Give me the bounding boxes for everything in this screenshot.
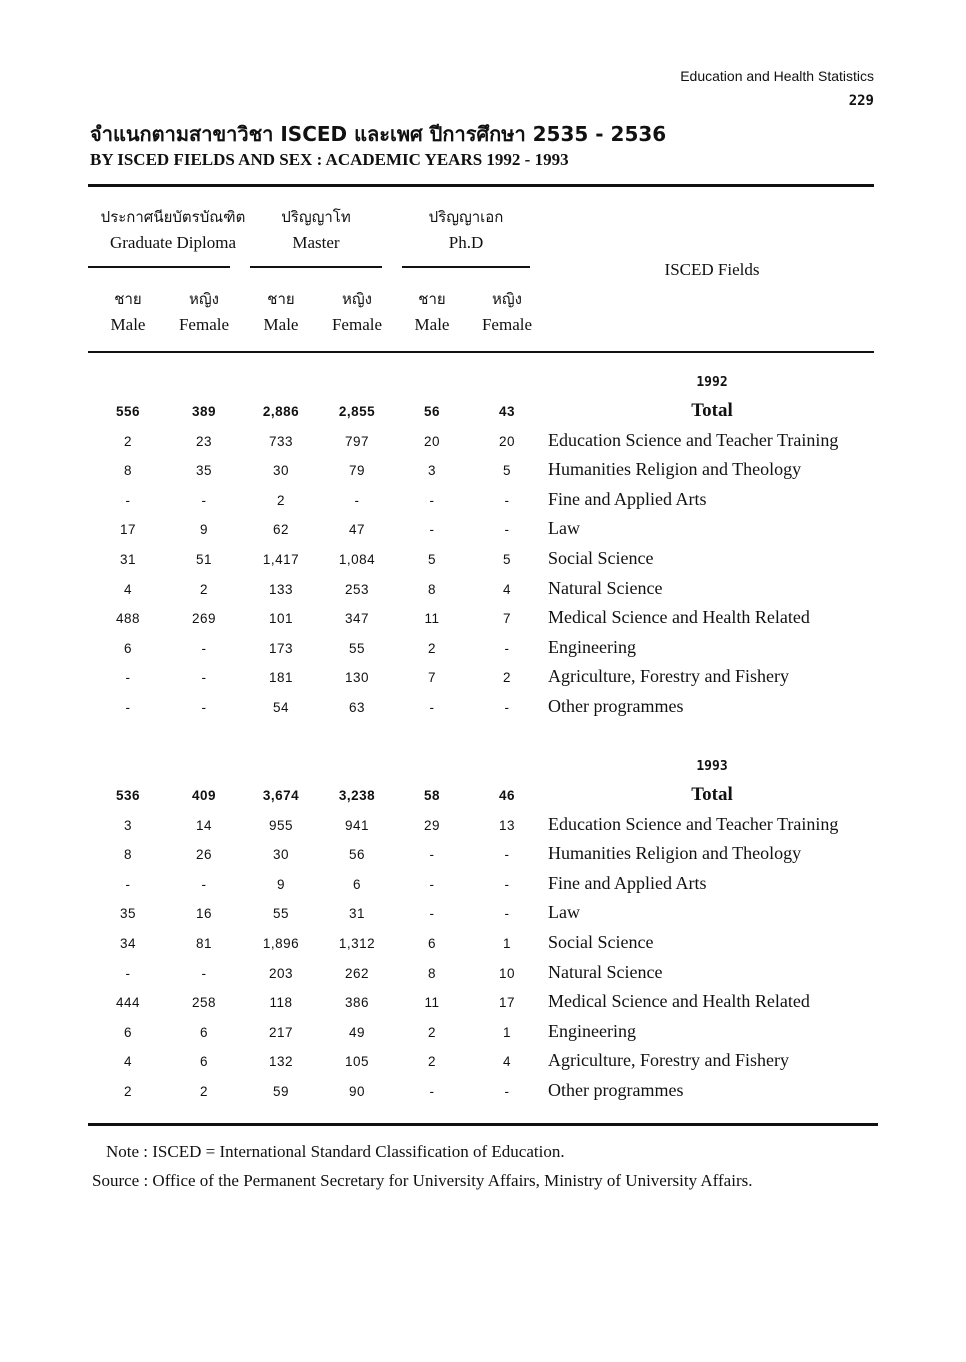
table-cell: 3	[427, 463, 436, 479]
publication-title: Education and Health Statistics	[680, 68, 874, 84]
table-cell: 6	[199, 1054, 208, 1070]
title-english: BY ISCED FIELDS AND SEX : ACADEMIC YEARS 1992 - 1993	[90, 150, 569, 169]
table-cell: -	[429, 522, 435, 538]
table-cell: 2	[427, 1024, 436, 1040]
header-phd	[402, 204, 530, 256]
table-cell: 733	[268, 433, 294, 449]
table-cell: 58	[423, 788, 441, 803]
table-cell: 347	[344, 611, 370, 627]
table-cell: 56	[423, 404, 441, 419]
table-cell: 3,674	[262, 788, 300, 803]
header-phd-english: Ph.D	[448, 233, 484, 252]
table-cell: 203	[268, 965, 294, 981]
table-cell: 389	[191, 404, 217, 419]
note-text: Note : ISCED = International Standard Classification of Education.	[106, 1142, 565, 1161]
subheader-male-english: Male	[110, 315, 146, 334]
table-row	[0, 516, 966, 546]
master-underline	[250, 266, 382, 268]
table-cell: 105	[344, 1054, 370, 1070]
table-cell: -	[125, 876, 131, 892]
field-label: Engineering	[548, 1020, 636, 1041]
table-row	[0, 812, 966, 842]
total-row	[0, 398, 966, 428]
header-phd-thai: ปริญญาเอก	[428, 208, 504, 226]
subheader-female-english: Female	[178, 315, 230, 334]
subheader-female-thai: หญิง	[189, 290, 219, 308]
table-cell: 1,312	[338, 936, 376, 951]
table-cell: 26	[195, 847, 213, 863]
table-cell: 9	[276, 876, 285, 892]
table-cell: -	[429, 492, 435, 508]
table-row	[0, 900, 966, 930]
table-row	[0, 989, 966, 1019]
table-cell: 269	[191, 611, 217, 627]
table-cell: -	[429, 847, 435, 863]
table-cell: -	[201, 876, 207, 892]
table-cell: 17	[119, 522, 137, 538]
subheader-female	[467, 286, 547, 338]
field-label: Fine and Applied Arts	[548, 488, 707, 509]
table-cell: 34	[119, 936, 137, 951]
table-cell: 51	[195, 552, 213, 567]
subheader-male	[88, 286, 168, 338]
table-cell: 55	[272, 906, 290, 922]
table-bottom-rule	[88, 1123, 878, 1126]
table-cell: 955	[268, 817, 294, 833]
table-row	[0, 871, 966, 901]
field-label: Medical Science and Health Related	[548, 991, 810, 1012]
table-cell: 2	[502, 670, 511, 686]
table-cell: 1	[502, 1024, 511, 1040]
table-cell: 1,896	[262, 936, 300, 951]
table-row	[0, 1019, 966, 1049]
table-cell: 8	[427, 581, 436, 597]
table-cell: 2	[276, 492, 285, 508]
table-cell: 1,084	[338, 552, 376, 567]
table-row	[0, 960, 966, 990]
table-cell: -	[201, 700, 207, 715]
table-cell: 5	[502, 552, 511, 567]
table-cell: 444	[115, 995, 141, 1011]
field-label: Other programmes	[548, 1080, 684, 1100]
table-cell: -	[504, 876, 510, 892]
table-cell: 54	[272, 700, 290, 715]
table-cell: 4	[502, 581, 511, 597]
header-graduate-diploma	[88, 204, 258, 256]
table-cell: 2	[427, 640, 436, 656]
header-bottom-rule	[88, 351, 874, 353]
table-cell: 4	[502, 1054, 511, 1070]
table-cell: -	[504, 847, 510, 863]
table-cell: 6	[199, 1024, 208, 1040]
table-cell: 181	[268, 670, 294, 686]
field-label: Social Science	[548, 932, 654, 952]
table-cell: -	[429, 876, 435, 892]
table-cell: 7	[427, 670, 436, 686]
page-number: 229	[848, 93, 874, 109]
field-label: Engineering	[548, 636, 636, 657]
table-cell: 262	[344, 965, 370, 981]
field-label: Agriculture, Forestry and Fishery	[548, 666, 789, 687]
header-master-english: Master	[292, 233, 340, 252]
table-row	[0, 576, 966, 606]
header-graduate-diploma-thai: ประกาศนียบัตรบัณฑิต	[100, 208, 246, 226]
table-row	[0, 664, 966, 694]
table-cell: 43	[498, 404, 516, 419]
table-row	[0, 841, 966, 871]
header-master-thai: ปริญญาโท	[281, 208, 351, 226]
table-row	[0, 930, 966, 960]
table-cell: 17	[498, 995, 516, 1011]
table-row	[0, 694, 966, 724]
table-cell: 35	[119, 906, 137, 922]
field-label: Law	[548, 518, 580, 539]
field-label: Natural Science	[548, 577, 663, 598]
table-row	[0, 428, 966, 458]
table-cell: 20	[423, 433, 441, 449]
subheader-male-thai: ชาย	[114, 290, 142, 308]
table-cell: 59	[272, 1084, 290, 1099]
subheader-female	[317, 286, 397, 338]
table-cell: 14	[195, 817, 213, 833]
total-row	[0, 782, 966, 812]
table-cell: -	[504, 906, 510, 922]
header-master	[250, 204, 382, 256]
table-cell: 118	[269, 995, 293, 1011]
table-cell: 35	[195, 463, 213, 479]
table-cell: -	[429, 700, 435, 715]
table-cell: 130	[344, 670, 370, 686]
subheader-male	[241, 286, 321, 338]
total-label: Total	[691, 784, 733, 805]
table-cell: 217	[268, 1024, 294, 1040]
table-cell: 30	[272, 847, 290, 863]
table-cell: -	[125, 700, 131, 715]
table-cell: 4	[123, 581, 132, 597]
table-row	[0, 605, 966, 635]
header-graduate-diploma-english: Graduate Diploma	[109, 233, 237, 252]
table-cell: 409	[191, 788, 217, 803]
subheader-female-english: Female	[481, 315, 533, 334]
table-cell: 4	[123, 1054, 132, 1070]
table-cell: -	[429, 906, 435, 922]
header-isced-fields: ISCED Fields	[664, 260, 760, 279]
table-cell: 9	[199, 522, 208, 538]
table-cell: 2	[427, 1054, 436, 1070]
table-cell: -	[504, 492, 510, 508]
table-row	[0, 1078, 966, 1108]
table-cell: 133	[268, 581, 294, 597]
table-cell: 10	[498, 965, 516, 981]
table-cell: 101	[268, 611, 294, 627]
table-cell: 30	[272, 463, 290, 479]
table-cell: -	[125, 492, 131, 508]
table-cell: 488	[115, 611, 141, 627]
table-cell: 253	[344, 581, 370, 597]
source-text: Source : Office of the Permanent Secretary for University Affairs, Ministry of University Affairs.	[92, 1171, 753, 1190]
table-cell: 79	[348, 463, 366, 479]
field-label: Education Science and Teacher Training	[548, 429, 839, 450]
title-thai: จำแนกตามสาขาวิชา ISCED และเพศ ปีการศึกษา 2535 - 2536	[90, 122, 667, 146]
field-label: Agriculture, Forestry and Fishery	[548, 1050, 789, 1071]
table-cell: 90	[348, 1084, 366, 1099]
table-cell: 173	[268, 640, 294, 656]
table-cell: 8	[427, 965, 436, 981]
table-row	[0, 1048, 966, 1078]
table-top-rule	[88, 184, 874, 187]
table-cell: -	[504, 1084, 510, 1099]
field-label: Natural Science	[548, 961, 663, 982]
table-cell: 2	[123, 1084, 132, 1099]
table-cell: 8	[123, 463, 132, 479]
table-cell: 11	[424, 995, 440, 1011]
table-cell: 7	[502, 611, 511, 627]
table-cell: 6	[123, 640, 132, 656]
table-cell: 81	[195, 936, 213, 951]
table-cell: 47	[348, 522, 366, 538]
table-cell: 31	[348, 906, 366, 922]
subheader-male-thai: ชาย	[267, 290, 295, 308]
table-cell: 5	[502, 463, 511, 479]
table-cell: 258	[191, 995, 217, 1011]
table-cell: -	[201, 640, 207, 656]
table-cell: 2	[199, 581, 208, 597]
table-cell: 8	[123, 847, 132, 863]
table-cell: -	[201, 965, 207, 981]
table-cell: -	[429, 1084, 435, 1099]
phd-underline	[402, 266, 530, 268]
table-cell: 11	[424, 611, 440, 627]
table-cell: 56	[348, 847, 366, 863]
table-cell: -	[201, 492, 207, 508]
table-cell: 132	[268, 1054, 294, 1070]
table-cell: 3	[123, 817, 132, 833]
table-cell: 13	[498, 817, 516, 833]
table-cell: 46	[498, 788, 516, 803]
section-year: 1993	[696, 759, 728, 774]
table-cell: 6	[427, 936, 436, 951]
subheader-male-english: Male	[263, 315, 299, 334]
table-cell: 797	[344, 433, 370, 449]
field-label: Medical Science and Health Related	[548, 607, 810, 628]
field-label: Humanities Religion and Theology	[548, 459, 802, 480]
table-cell: 2	[199, 1084, 208, 1099]
table-cell: 941	[344, 817, 370, 833]
table-cell: 1	[502, 936, 511, 951]
table-cell: 2	[123, 433, 132, 449]
table-cell: -	[354, 492, 360, 508]
table-cell: 20	[498, 433, 516, 449]
table-cell: 556	[115, 404, 141, 419]
field-label: Other programmes	[548, 696, 684, 716]
table-cell: 29	[423, 817, 441, 833]
table-cell: -	[504, 640, 510, 656]
table-cell: -	[504, 700, 510, 715]
table-cell: 6	[352, 876, 361, 892]
table-cell: 31	[119, 552, 137, 567]
section-year: 1992	[696, 375, 728, 390]
subheader-female-thai: หญิง	[342, 290, 372, 308]
table-cell: 62	[272, 522, 290, 538]
table-cell: 1,417	[262, 552, 300, 567]
field-label: Education Science and Teacher Training	[548, 813, 839, 834]
table-row	[0, 546, 966, 576]
subheader-male-english: Male	[414, 315, 450, 334]
subheader-male	[392, 286, 472, 338]
table-cell: -	[504, 522, 510, 538]
table-cell: -	[125, 670, 131, 686]
subheader-male-thai: ชาย	[418, 290, 446, 308]
table-cell: 386	[344, 995, 370, 1011]
table-cell: 16	[195, 906, 213, 922]
table-cell: 536	[115, 788, 141, 803]
table-row	[0, 635, 966, 665]
field-label: Law	[548, 902, 580, 923]
subheader-female-thai: หญิง	[492, 290, 522, 308]
table-cell: -	[125, 965, 131, 981]
table-cell: 63	[348, 700, 366, 715]
table-cell: 5	[427, 552, 436, 567]
table-cell: -	[201, 670, 207, 686]
field-label: Fine and Applied Arts	[548, 872, 707, 893]
table-row	[0, 457, 966, 487]
subheader-female	[164, 286, 244, 338]
field-label: Humanities Religion and Theology	[548, 843, 802, 864]
table-cell: 55	[348, 640, 366, 656]
table-cell: 6	[123, 1024, 132, 1040]
table-cell: 23	[195, 433, 213, 449]
table-cell: 2,886	[262, 404, 300, 419]
graduate-diploma-underline	[88, 266, 230, 268]
total-label: Total	[691, 400, 733, 421]
subheader-female-english: Female	[331, 315, 383, 334]
table-cell: 2,855	[338, 404, 376, 419]
table-cell: 49	[348, 1024, 366, 1040]
table-cell: 3,238	[338, 788, 376, 803]
field-label: Social Science	[548, 548, 654, 568]
table-row	[0, 487, 966, 517]
